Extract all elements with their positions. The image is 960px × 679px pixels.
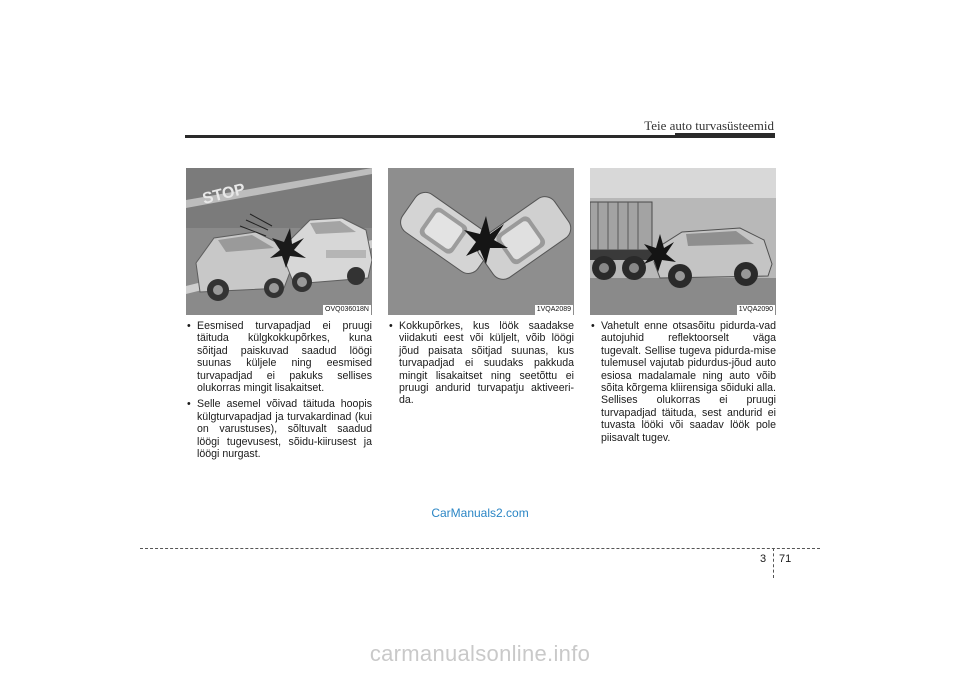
footer-separator	[773, 548, 774, 578]
column-2-text	[388, 320, 574, 411]
column-1-text	[186, 320, 372, 464]
bullet-item: • Selle asemel võivad täituda hoopis külgturvapadjad ja turvakardinad (kui on varustuses), sõltuvalt saadud löögi tugevusest, sõidu-kiirusest ja löögi nurgast.	[186, 398, 372, 460]
watermark-carmanuals2[interactable]: CarManuals2.com	[431, 506, 529, 520]
side-impact-illustration-icon	[186, 168, 372, 315]
figure-underride-impact	[590, 168, 776, 315]
angled-impact-illustration-icon	[388, 168, 574, 315]
figure-side-impact	[186, 168, 372, 315]
footer-rule	[140, 548, 820, 549]
bullet-item: • Eesmised turvapadjad ei pruugi täituda külgkokkupõrkes, kuna sõitjad paiskuvad saadud löögi suunas küljele ning eesmised turvapadjad ei pakuks sellises olukorras mingit lisakaitset.	[186, 320, 372, 394]
road-stop-marking: STOP	[200, 180, 247, 208]
chapter-number: 3	[760, 553, 767, 565]
figure-code-label: 1VQA2090	[738, 306, 773, 313]
bullet-item: • Kokkupõrkes, kus löök saadakse viidakuti eest või küljelt, võib löögi jõud paisata sõitjad suunas, kus turvapadjad ei suudaks pakkuda mingit lisakaitset ning seetõttu ei pruugi andurid turvapatju aktiveeri-da.	[388, 320, 574, 407]
column-3-text	[590, 320, 776, 448]
underride-impact-illustration-icon	[590, 168, 776, 315]
figure-angled-impact	[388, 168, 574, 315]
watermark-carmanualsonline: carmanualsonline.info	[369, 641, 591, 666]
figure-code-label: 1VQA2089	[536, 306, 571, 313]
bullet-item: • Vahetult enne otsasõitu pidurda-vad autojuhid reflektoorselt väga tugevalt. Sellise tugeva pidurda-mise tulemusel vajutab pidurdus-jõud auto esiosa madalamale ning auto võib sõita kõrgema kliirensiga sõiduki alla. Sellises olukorras ei pruugi turvapadjad täituda, sest andurid ei tuvasta lööki või saadav löök pole piisavalt tugev.	[590, 320, 776, 444]
header-rule-accent	[675, 133, 775, 138]
figure-code-label: OVQ036018N	[325, 306, 369, 313]
page-number: 71	[779, 553, 792, 565]
page-header-title: Teie auto turvasüsteemid	[644, 118, 774, 133]
